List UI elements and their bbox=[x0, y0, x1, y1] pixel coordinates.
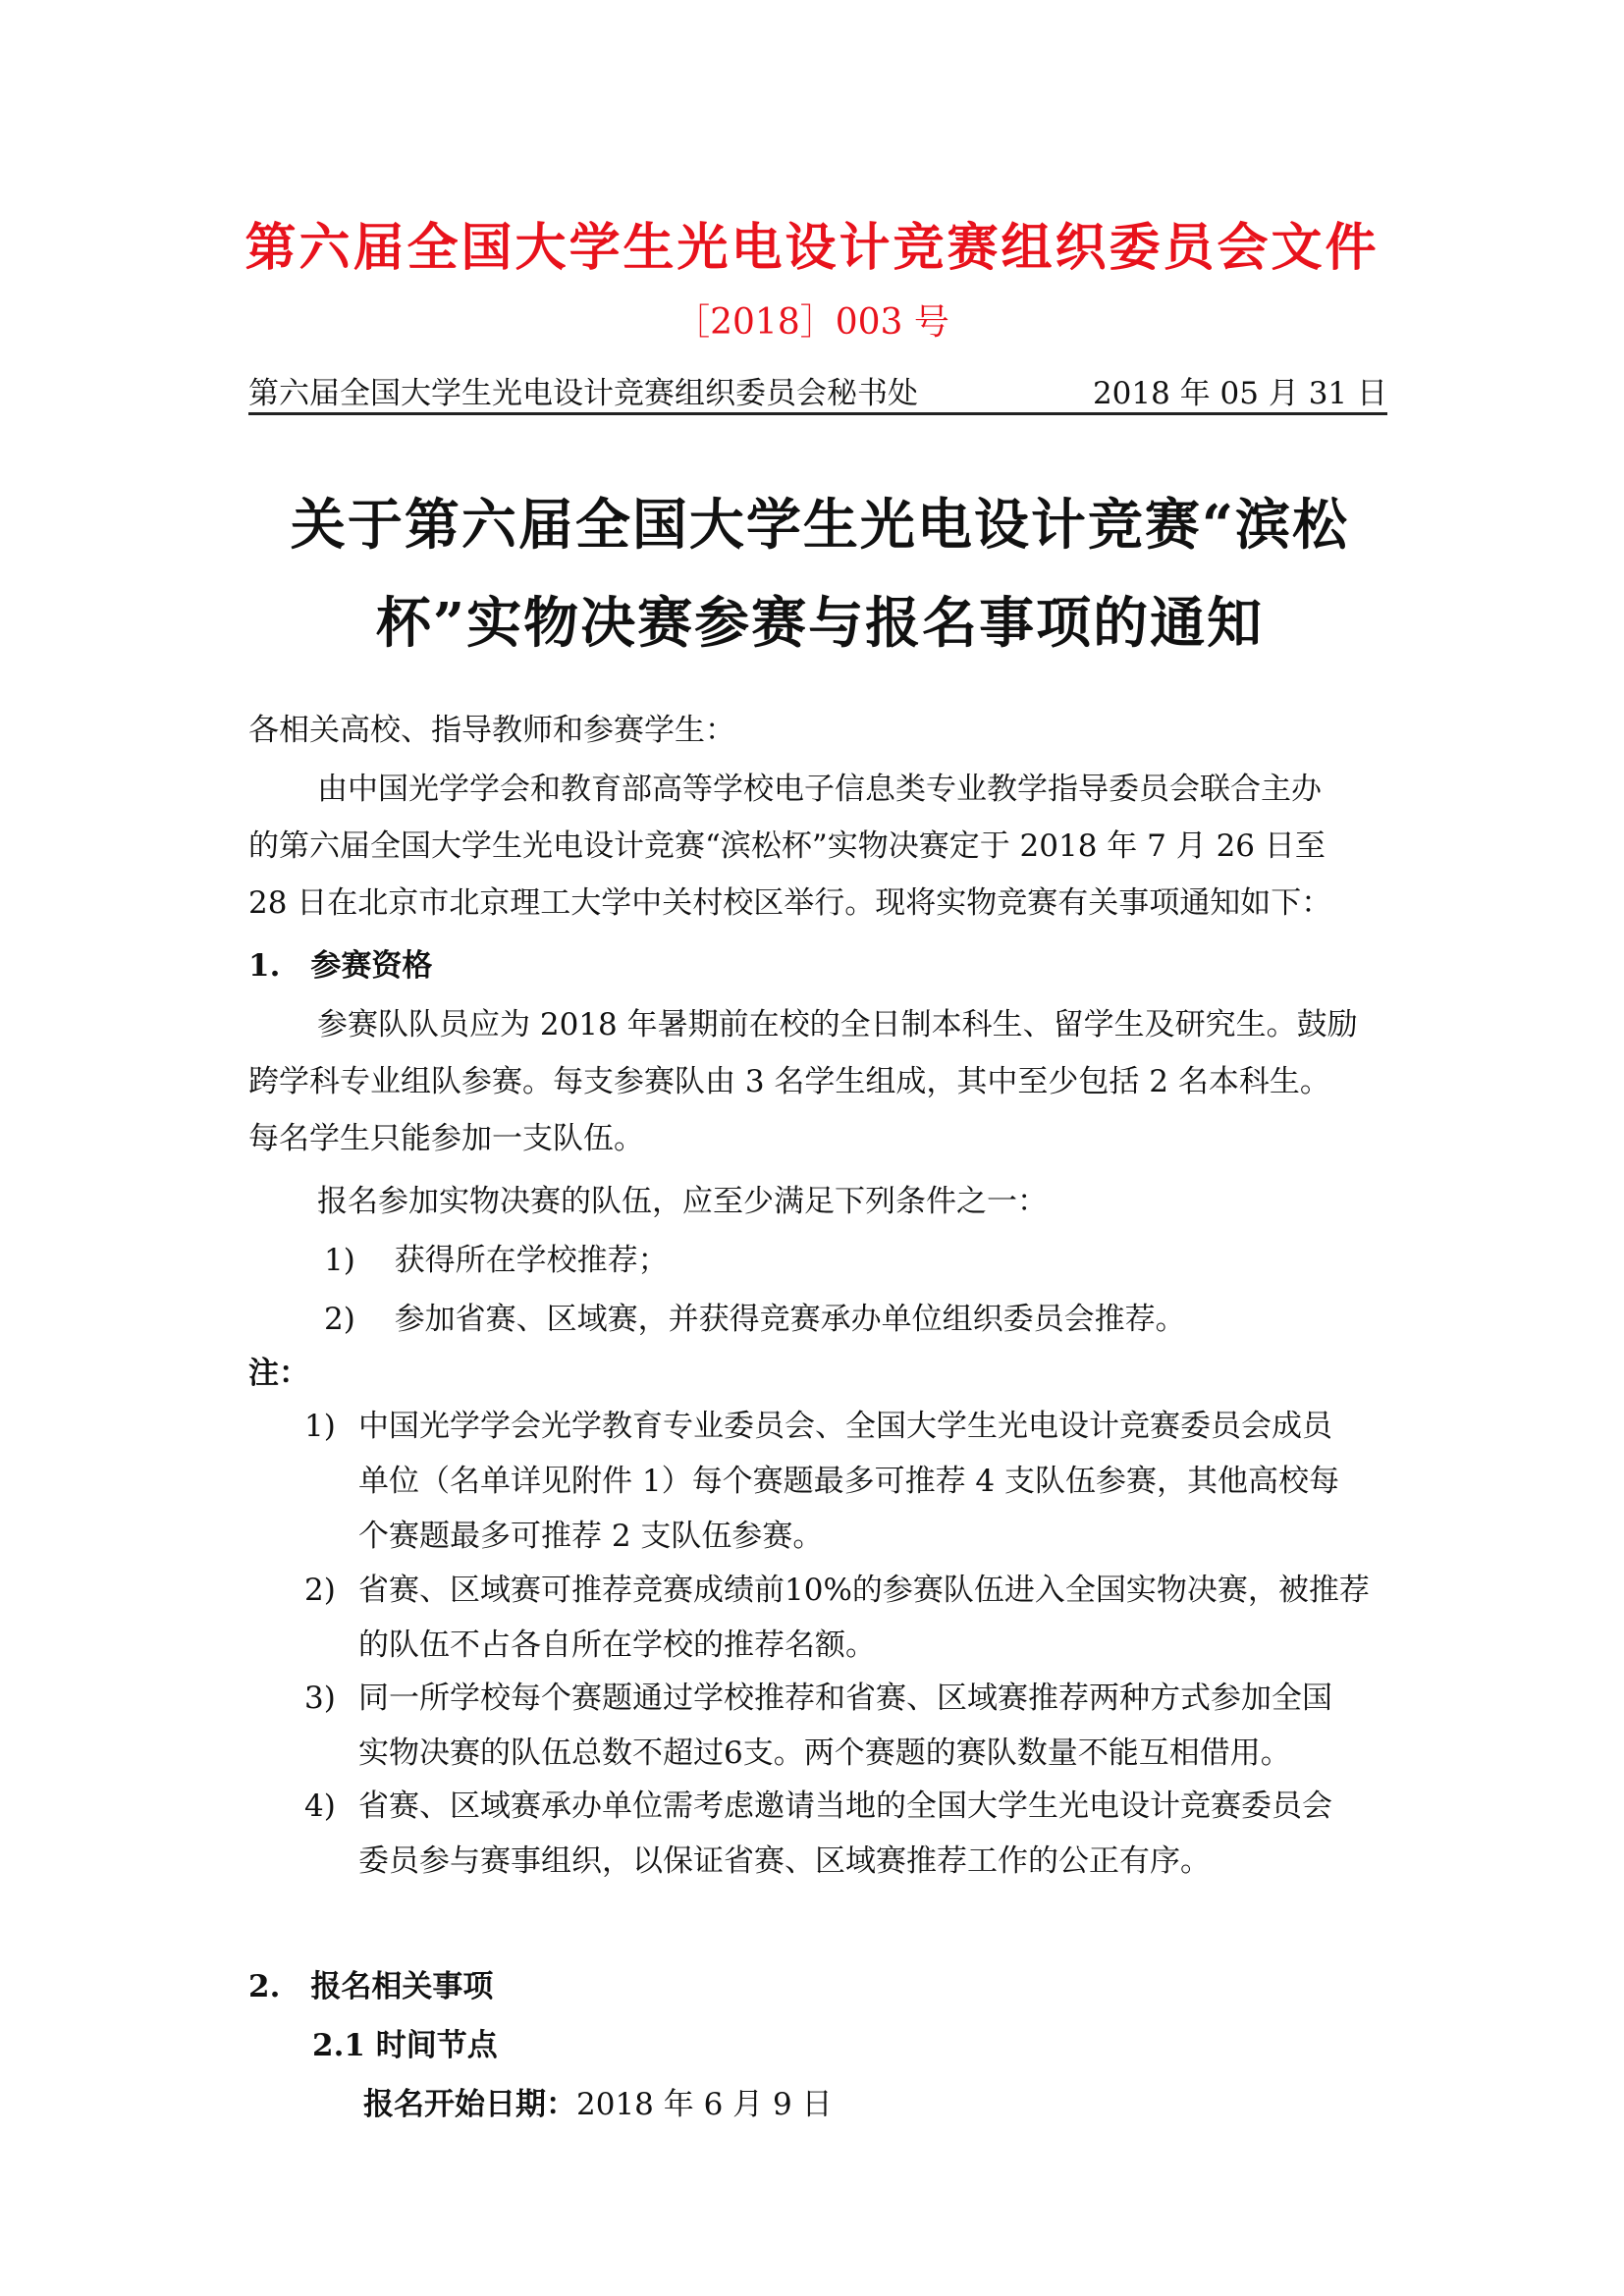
notice-title-line: 杯”实物决赛参赛与报名事项的通知 bbox=[375, 591, 1265, 656]
red-header-title: 第六届全国大学生光电设计竞赛组织委员会文件 bbox=[244, 218, 1380, 278]
notice-title bbox=[236, 476, 1404, 672]
section-2-heading: 2. 报名相关事项 bbox=[248, 1969, 494, 2004]
note-line: 单位（名单详见附件 1）每个赛题最多可推荐 4 支队伍参赛，其他高校每 bbox=[358, 1464, 1340, 1499]
issue-date: 2018 年 05 月 31 日 bbox=[1092, 376, 1387, 411]
note-number: 1) bbox=[304, 1409, 336, 1444]
secretariat-name: 第六届全国大学生光电设计竞赛组织委员会秘书处 bbox=[248, 376, 918, 411]
paragraph-line: 每名学生只能参加一支队伍。 bbox=[248, 1121, 644, 1156]
note-line: 实物决赛的队伍总数不超过6支。两个赛题的赛队数量不能互相借用。 bbox=[358, 1735, 1291, 1771]
note-number: 3) bbox=[304, 1681, 336, 1716]
condition-item bbox=[324, 1291, 1384, 1348]
section-1-heading: 1. 参赛资格 bbox=[248, 948, 433, 984]
document-number: ［2018］003 号 bbox=[675, 302, 949, 343]
note-line: 省赛、区域赛可推荐竞赛成绩前10%的参赛队伍进入全国实物决赛，被推荐 bbox=[358, 1573, 1370, 1608]
note-line: 委员参与赛事组织，以保证省赛、区域赛推荐工作的公正有序。 bbox=[358, 1843, 1211, 1879]
paragraph-line: 28 日在北京市北京理工大学中关村校区举行。现将实物竞赛有关事项通知如下： bbox=[248, 885, 1332, 921]
note-line: 的队伍不占各自所在学校的推荐名额。 bbox=[358, 1628, 876, 1663]
note-line: 同一所学校每个赛题通过学校推荐和省赛、区域赛推荐两种方式参加全国 bbox=[358, 1681, 1332, 1716]
notice-title-line: 关于第六届全国大学生光电设计竞赛“滨松 bbox=[290, 493, 1350, 558]
header-divider bbox=[248, 412, 1387, 415]
note-number: 4) bbox=[304, 1789, 336, 1824]
paragraph-line: 由中国光学学会和教育部高等学校电子信息类专业教学指导委员会联合主办 bbox=[317, 772, 1322, 807]
conditions-intro: 报名参加实物决赛的队伍，应至少满足下列条件之一： bbox=[317, 1184, 1048, 1219]
issuer-row bbox=[248, 368, 1387, 412]
note-item bbox=[304, 1671, 1404, 1781]
registration-start-label: 报名开始日期： bbox=[363, 2087, 576, 2122]
section-2-1-heading: 2.1 时间节点 bbox=[312, 2028, 498, 2063]
note-item bbox=[304, 1779, 1404, 1889]
registration-start-date: 2018 年 6 月 9 日 bbox=[576, 2087, 833, 2122]
note-item bbox=[304, 1563, 1404, 1673]
condition-number: 2) bbox=[324, 1302, 355, 1337]
paragraph-line: 跨学科专业组队参赛。每支参赛队由 3 名学生组成，其中至少包括 2 名本科生。 bbox=[248, 1064, 1330, 1099]
eligibility-paragraph bbox=[248, 996, 1387, 1167]
intro-paragraph bbox=[248, 761, 1387, 932]
condition-number: 1) bbox=[324, 1243, 355, 1278]
paragraph-line: 参赛队队员应为 2018 年暑期前在校的全日制本科生、留学生及研究生。鼓励 bbox=[317, 1007, 1358, 1042]
paragraph-line: 的第六届全国大学生光电设计竞赛“滨松杯”实物决赛定于 2018 年 7 月 26 日至 bbox=[248, 828, 1326, 864]
note-line: 个赛题最多可推荐 2 支队伍参赛。 bbox=[358, 1519, 824, 1554]
greeting: 各相关高校、指导教师和参赛学生： bbox=[248, 713, 735, 748]
registration-start-row bbox=[363, 2076, 1384, 2133]
note-item bbox=[304, 1399, 1404, 1564]
condition-text: 获得所在学校推荐； bbox=[394, 1243, 669, 1278]
condition-text: 参加省赛、区域赛，并获得竞赛承办单位组织委员会推荐。 bbox=[394, 1302, 1186, 1337]
note-number: 2) bbox=[304, 1573, 336, 1608]
note-line: 中国光学学会光学教育专业委员会、全国大学生光电设计竞赛委员会成员 bbox=[358, 1409, 1332, 1444]
notes-label: 注： bbox=[248, 1356, 309, 1391]
condition-item bbox=[324, 1232, 1384, 1289]
note-line: 省赛、区域赛承办单位需考虑邀请当地的全国大学生光电设计竞赛委员会 bbox=[358, 1789, 1332, 1824]
